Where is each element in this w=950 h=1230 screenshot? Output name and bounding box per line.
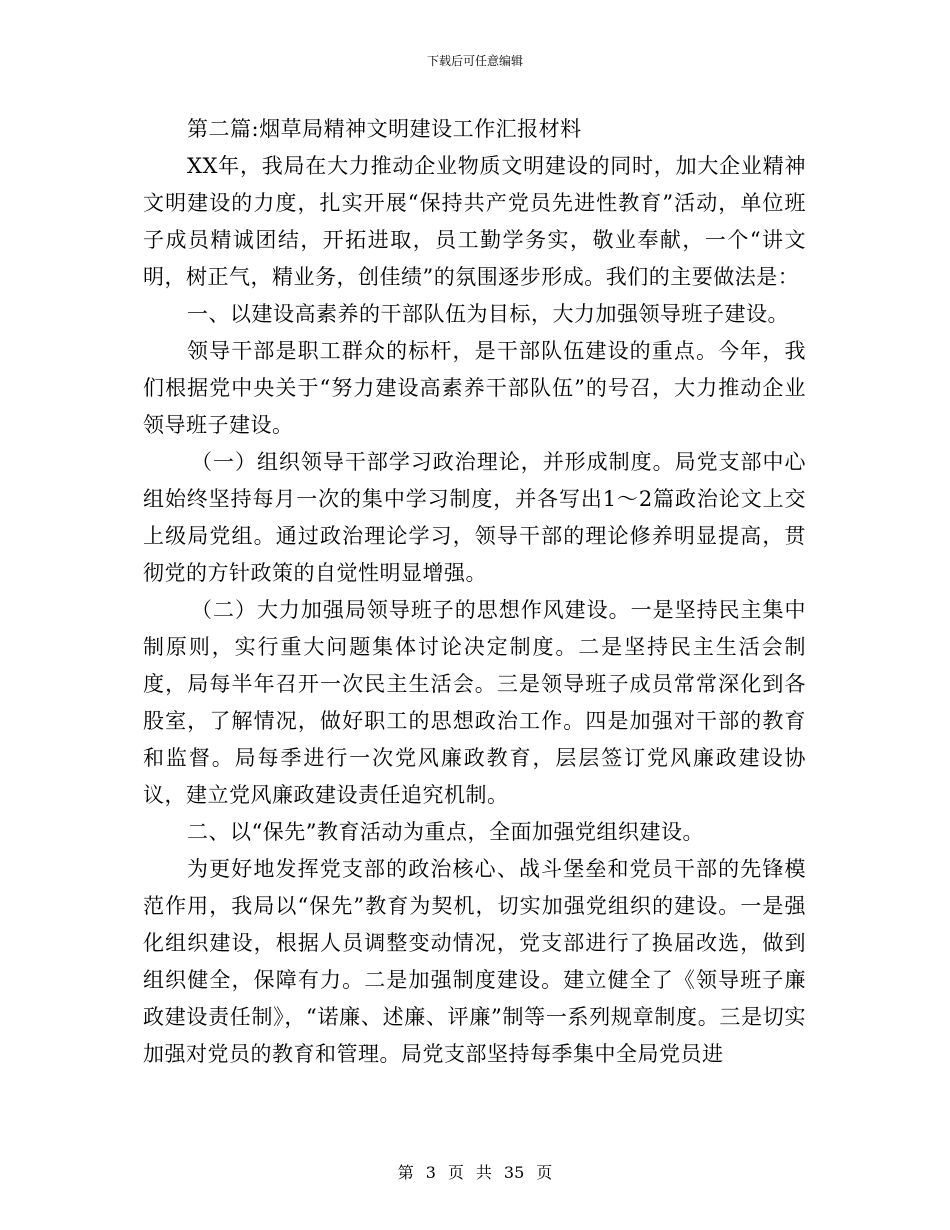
footer-di: 第 [397,1163,414,1182]
page-footer [0,1160,950,1183]
paragraph: 为更好地发挥党支部的政治核心、战斗堡垒和党员干部的先锋模范作用，我局以“保先”教育为契机，切实加强党组织的建设。一是强化组织建设，根据人员调整变动情况，党支部进行了换届改选，做到组织健全，保障有力。二是加强制度建设。建立健全了《领导班子廉政建设责任制》，“诺廉、述廉、评廉”制等一系列规章制度。三是切实加强对党员的教育和管理。局党支部坚持每季集中全局党员进 [143,857,806,1066]
section-heading: 二、以“保先”教育活动为重点，全面加强党组织建设。 [187,820,704,844]
document-title: 第二篇:烟草局精神文明建设工作汇报材料 [187,117,582,141]
footer-ye-total: 页 [536,1163,553,1182]
paragraph: 领导干部是职工群众的标杆，是干部队伍建设的重点。今年，我们根据党中央关于“努力建设高素养干部队伍”的号召，大力推动企业领导班子建设。 [143,339,806,437]
total-pages: 35 [503,1163,525,1182]
header-note: 下载后可任意编辑 [426,54,523,68]
paragraph: （一）组织领导干部学习政治理论，并形成制度。局党支部中心组始终坚持每月一次的集中学习制度，并各写出1～2篇政治论文上交上级局党组。通过政治理论学习，领导干部的理论修养明显提高，贯彻党的方针政策的自觉性明显增强。 [143,450,806,585]
paragraph: XX年，我局在大力推动企业物质文明建设的同时，加大企业精神文明建设的力度，扎实开展“保持共产党员先进性教育”活动，单位班子成员精诚团结，开拓进取，员工勤学务实，敬业奉献，一个“讲文明，树正气，精业务，创佳绩”的氛围逐步形成。我们的主要做法是： [143,154,806,289]
footer-ye: 页 [447,1163,464,1182]
paragraph: （二）大力加强局领导班子的思想作风建设。一是坚持民主集中制原则，实行重大问题集体讨论决定制度。二是坚持民主生活会制度，局每半年召开一次民主生活会。三是领导班子成员常常深化到各股室，了解情况，做好职工的思想政治工作。四是加强对干部的教育和监督。局每季进行一次党风廉政教育，层层签订党风廉政建设协议，建立党风廉政建设责任追究机制。 [143,598,806,807]
document-body [143,111,806,1073]
page-number: 3 [425,1163,436,1182]
section-heading: 一、以建设高素养的干部队伍为目标，大力加强领导班子建设。 [187,302,789,326]
footer-gong: 共 [475,1163,492,1182]
